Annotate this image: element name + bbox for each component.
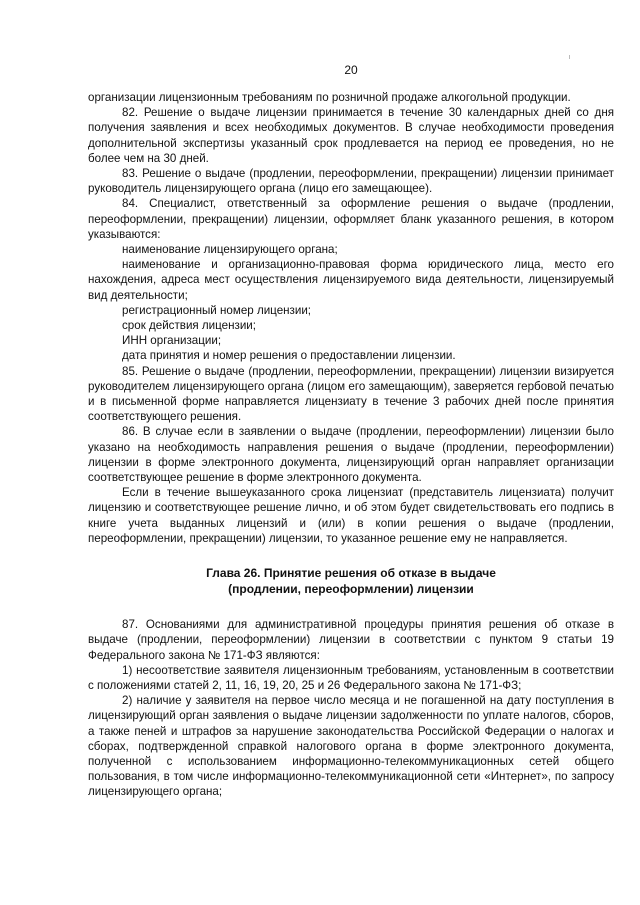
paragraph-87: 87. Основаниями для административной процедуры принятия решения об отказе в выдаче (продлении, переоформлении) лицензии в соответствии с пунктом 9 статьи 19 Федерального закона № 171-ФЗ являются: [88,618,614,662]
list-item: наименование лицензирующего органа; [122,243,338,257]
paragraph-82: 82. Решение о выдаче лицензии принимается в течение 30 календарных дней со дня получения заявления и всех необходимых документов. В случае необходимости проведения дополнительной экспертизы указанный срок продлевается на период ее проведения, но не более чем на 30 дней. [88,106,614,165]
chapter-heading-line-1: Глава 26. Принятие решения об отказе в выдаче [206,566,496,581]
paragraph-84: 84. Специалист, ответственный за оформление решения о выдаче (продлении, переоформлении, прекращении) лицензии, оформляет бланк указанного решения, в котором указываются: [88,197,614,241]
list-item: ИНН организации; [122,334,222,348]
paragraph-86: 86. В случае если в заявлении о выдаче (продлении, переоформлении) лицензии было указано на необходимость направления решения о выдаче (продлении, переоформлении) лицензии в форме электронного документа, лицензирующий орган направляет организации соответствующее решение в форме электронного документа. [88,425,614,485]
list-item: наименование и организационно-правовая форма юридического лица, место его нахождения, адреса мест осуществления лицензируемого вида деятельности, лицензируемый вид деятельности; [88,258,614,302]
page-number: 20 [344,63,358,77]
document-page [88,62,614,800]
chapter-heading-line-2: (продлении, переоформлении) лицензии [228,581,474,596]
list-84 [88,242,614,364]
chapter-heading [88,566,614,597]
paragraph-87-item-2: 2) наличие у заявителя на первое число месяца и не погашенной на дату поступления в лицензирующий орган заявления о выдаче лицензии задолженности по уплате налогов, сборов, а также пеней и штрафов за нарушение законодательства Российской Федерации о налогах и сборах, подтвержденной справкой налогового органа в форме электронного документа, полученной с использованием информационно-телекоммуникационных сетей общего пользования, в том числе информационно-телекоммуникационной сети «Интернет», по запросу лицензирующего органа; [88,694,614,799]
paragraph-continuation: организации лицензионным требованиям по розничной продаже алкогольной продукции. [88,91,571,104]
scan-artifact [569,55,570,59]
paragraph-85: 85. Решение о выдаче (продлении, переоформлении, прекращении) лицензии визируется руководителем лицензирующего органа (лицом его замещающим), заверяется гербовой печатью и в письменной форме направляется лицензиату в течение 3 рабочих дней после принятия соответствующего решения. [88,364,614,424]
paragraph-86-continued: Если в течение вышеуказанного срока лицензиат (представитель лицензиата) получит лицензию и соответствующее решение лично, и об этом будет свидетельствовать его подпись в книге учета выданных лицензий и (или) в копии решения о выдаче (продлении, переоформлении, прекращении) лицензии, то указанное решение ему не направляется. [88,486,614,545]
list-item: срок действия лицензии; [122,319,257,333]
list-item: регистрационный номер лицензии; [122,303,312,317]
paragraph-83: 83. Решение о выдаче (продлении, переоформлении, прекращении) лицензии принимает руководитель лицензирующего органа (лицо его замещающее). [88,167,614,196]
paragraph-87-item-1: 1) несоответствие заявителя лицензионным требованиям, установленным в соответствии с положениями статей 2, 11, 16, 19, 20, 25 и 26 Федерального закона № 171-ФЗ; [88,663,614,692]
list-item: дата принятия и номер решения о предоставлении лицензии. [122,349,456,363]
